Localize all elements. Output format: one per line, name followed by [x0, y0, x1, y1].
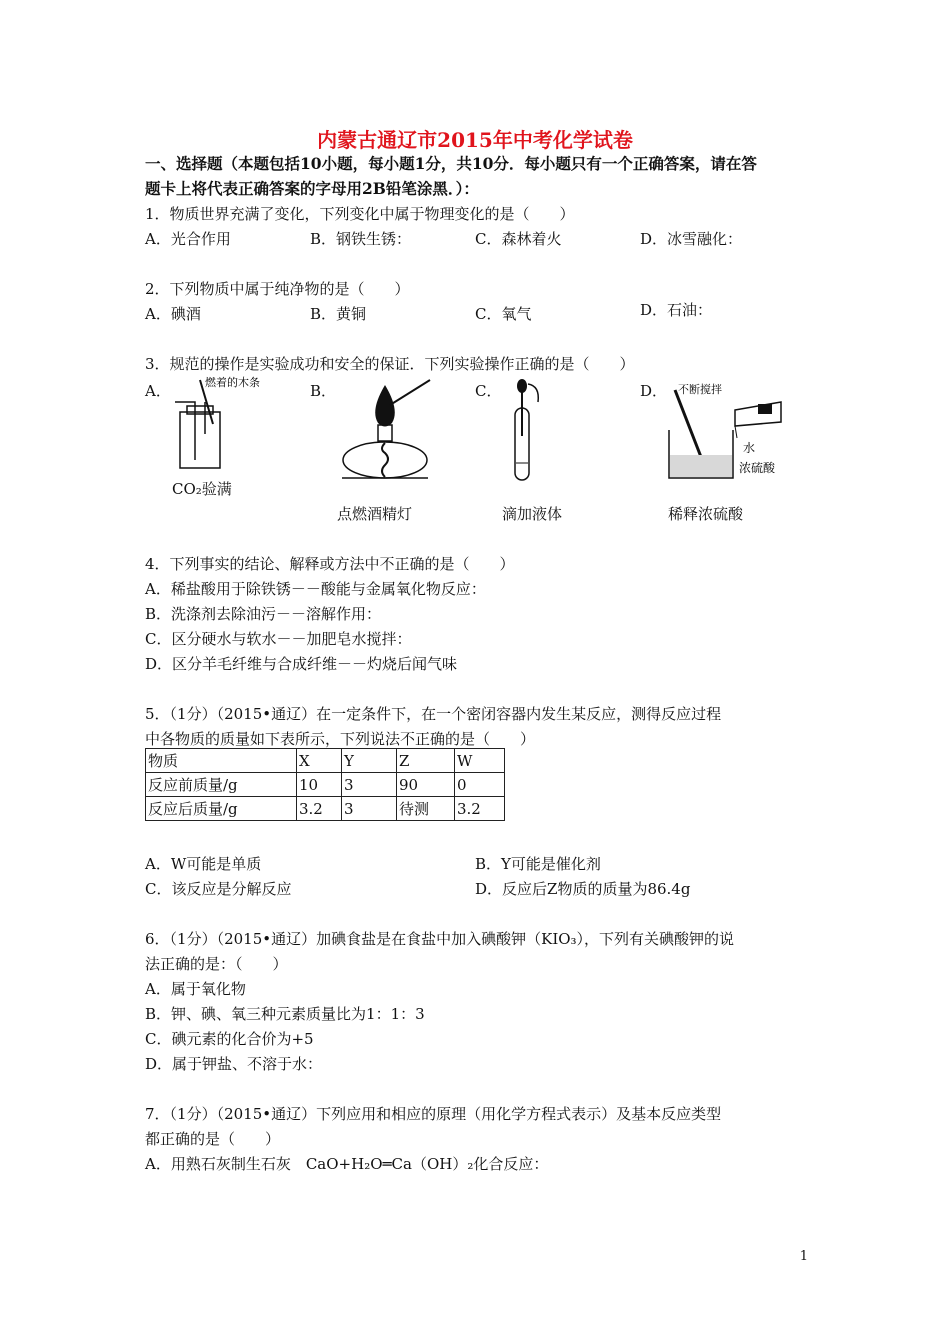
table-cell: W	[455, 749, 505, 773]
table-cell: Z	[397, 749, 455, 773]
q3-caption-a: CO₂验满	[172, 480, 232, 498]
alcohol-lamp-figure	[330, 375, 440, 490]
q5-option-b: B．Y可能是催化剂	[475, 855, 601, 873]
q3-caption-d: 稀释浓硫酸	[668, 505, 744, 523]
q1-option-a: A．光合作用	[145, 230, 231, 248]
table-cell: 3	[342, 797, 397, 821]
table-cell: 0	[455, 773, 505, 797]
q4-option-b: B．洗涤剂去除油污－－溶解作用：	[145, 605, 382, 623]
q5-option-c: C．该反应是分解反应	[145, 880, 292, 898]
q3-caption-b: 点燃酒精灯	[337, 505, 413, 523]
q3-caption-c: 滴加液体	[502, 505, 563, 523]
table-cell: 3.2	[297, 797, 342, 821]
section-heading-line-2: 题卡上将代表正确答案的字母用2B铅笔涂黑．）：	[145, 179, 479, 198]
stir-label: 不断搅拌	[678, 383, 722, 396]
q5-stem-line-1: 5．（1分）（2015•通辽）在一定条件下，在一个密闭容器内发生某反应，测得反应过程	[145, 705, 722, 723]
q4-option-d: D．区分羊毛纤维与合成纤维－－灼烧后闻气味	[145, 655, 458, 673]
water-label: 水	[743, 441, 756, 455]
q6-option-d: D．属于钾盐、不溶于水：	[145, 1055, 323, 1073]
dilution-figure	[663, 380, 798, 485]
q2-option-c: C．氧气	[475, 305, 532, 323]
q2-option-b: B．黄铜	[310, 305, 367, 323]
q6-stem-line-1: 6．（1分）（2015•通辽）加碘食盐是在食盐中加入碘酸钾（KIO₃），下列有关碘酸钾的说	[145, 930, 735, 948]
table-cell: 物质	[146, 749, 297, 773]
table-cell: 待测	[397, 797, 455, 821]
section-heading-line-1: 一、选择题（本题包括10小题，每小题1分，共10分．每小题只有一个正确答案，请在答	[145, 154, 757, 173]
q6-option-a: A．属于氧化物	[145, 980, 246, 998]
co2-test-figure	[165, 374, 280, 474]
q3-letter-b: B．	[310, 382, 337, 400]
mass-table	[145, 748, 505, 821]
q4-stem: 4．下列事实的结论、解释或方法中不正确的是（ ）	[145, 555, 515, 573]
burning-stick-label: 燃着的木条	[205, 376, 260, 389]
q2-stem: 2．下列物质中属于纯净物的是（ ）	[145, 280, 410, 298]
table-row	[146, 773, 505, 797]
q6-option-b: B．钾、碘、氧三种元素质量比为1：1：3	[145, 1005, 425, 1023]
q3-letter-a: A．	[145, 382, 171, 400]
q4-option-a: A．稀盐酸用于除铁锈－－酸能与金属氧化物反应：	[145, 580, 486, 598]
table-cell: 3.2	[455, 797, 505, 821]
table-cell: 反应前质量/g	[146, 773, 297, 797]
q6-option-c: C．碘元素的化合价为+5	[145, 1030, 314, 1048]
table-cell: 3	[342, 773, 397, 797]
q7-stem-line-1: 7．（1分）（2015•通辽）下列应用和相应的原理（用化学方程式表示）及基本反应类型	[145, 1105, 722, 1123]
q5-option-d: D．反应后Z物质的质量为86.4g	[475, 880, 691, 898]
q5-option-a: A．W可能是单质	[145, 855, 262, 873]
table-cell: X	[297, 749, 342, 773]
q6-stem-line-2: 法正确的是：（ ）	[145, 955, 288, 973]
dropper-figure	[500, 378, 550, 488]
page-number: 1	[799, 1249, 808, 1264]
table-cell: 90	[397, 773, 455, 797]
table-row	[146, 797, 505, 821]
q1-option-b: B．钢铁生锈：	[310, 230, 412, 248]
q3-letter-d: D．	[640, 382, 668, 400]
q3-letter-c: C．	[475, 382, 502, 400]
q4-option-c: C．区分硬水与软水－－加肥皂水搅拌：	[145, 630, 412, 648]
acid-label: 浓硫酸	[739, 461, 776, 475]
q2-option-a: A．碘酒	[145, 305, 201, 323]
q3-stem: 3．规范的操作是实验成功和安全的保证．下列实验操作正确的是（ ）	[145, 355, 635, 373]
q7-stem-line-2: 都正确的是（ ）	[145, 1130, 281, 1148]
q2-option-d: D．石油：	[640, 301, 713, 319]
q1-option-d: D．冰雪融化：	[640, 230, 743, 248]
table-cell: 10	[297, 773, 342, 797]
page-title: 内蒙古通辽市2015年中考化学试卷	[317, 128, 633, 152]
q5-stem-line-2: 中各物质的质量如下表所示，下列说法不正确的是（ ）	[145, 730, 536, 748]
q7-option-a: A．用熟石灰制生石灰 CaO+H₂O═Ca（OH）₂化合反应：	[145, 1155, 549, 1173]
q1-stem: 1．物质世界充满了变化，下列变化中属于物理变化的是（ ）	[145, 205, 575, 223]
table-cell: 反应后质量/g	[146, 797, 297, 821]
table-cell: Y	[342, 749, 397, 773]
table-row	[146, 749, 505, 773]
q1-option-c: C．森林着火	[475, 230, 562, 248]
